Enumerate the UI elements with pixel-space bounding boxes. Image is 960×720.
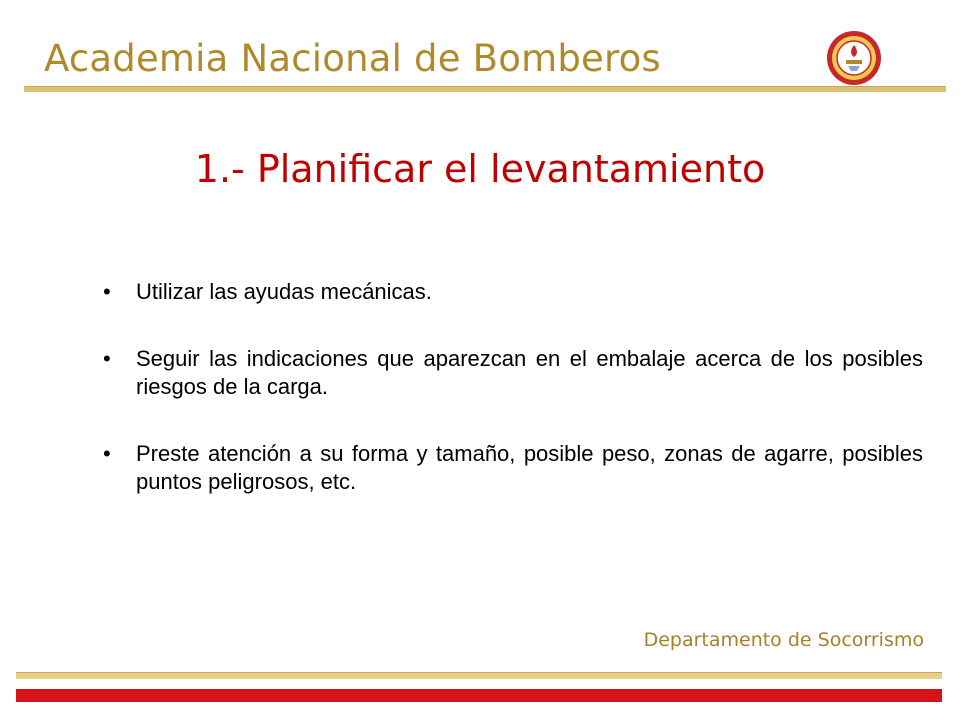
bullet-list	[103, 278, 923, 535]
bullet-item	[103, 345, 923, 401]
department-name: Departamento de Socorrismo	[643, 629, 924, 651]
bullet-text: Preste atención a su forma y tamaño, posible peso, zonas de agarre, posibles puntos peligrosos, etc.	[136, 441, 923, 494]
bullet-text: Utilizar las ayudas mecánicas.	[136, 279, 432, 304]
header-divider	[24, 86, 946, 92]
bullet-dot: •	[103, 441, 111, 466]
academy-name: Academia Nacional de Bomberos	[44, 37, 661, 80]
footer-gold-rule	[16, 672, 942, 679]
bullet-item	[103, 278, 923, 306]
academy-seal-icon	[826, 30, 882, 86]
bullet-dot: •	[103, 346, 111, 371]
bullet-text: Seguir las indicaciones que aparezcan en el embalaje acerca de los posibles riesgos de la carga.	[136, 346, 923, 399]
bullet-item	[103, 440, 923, 496]
slide-title: 1.- Planificar el levantamiento	[194, 147, 766, 191]
bullet-dot: •	[103, 279, 111, 304]
footer-red-band	[16, 689, 942, 702]
